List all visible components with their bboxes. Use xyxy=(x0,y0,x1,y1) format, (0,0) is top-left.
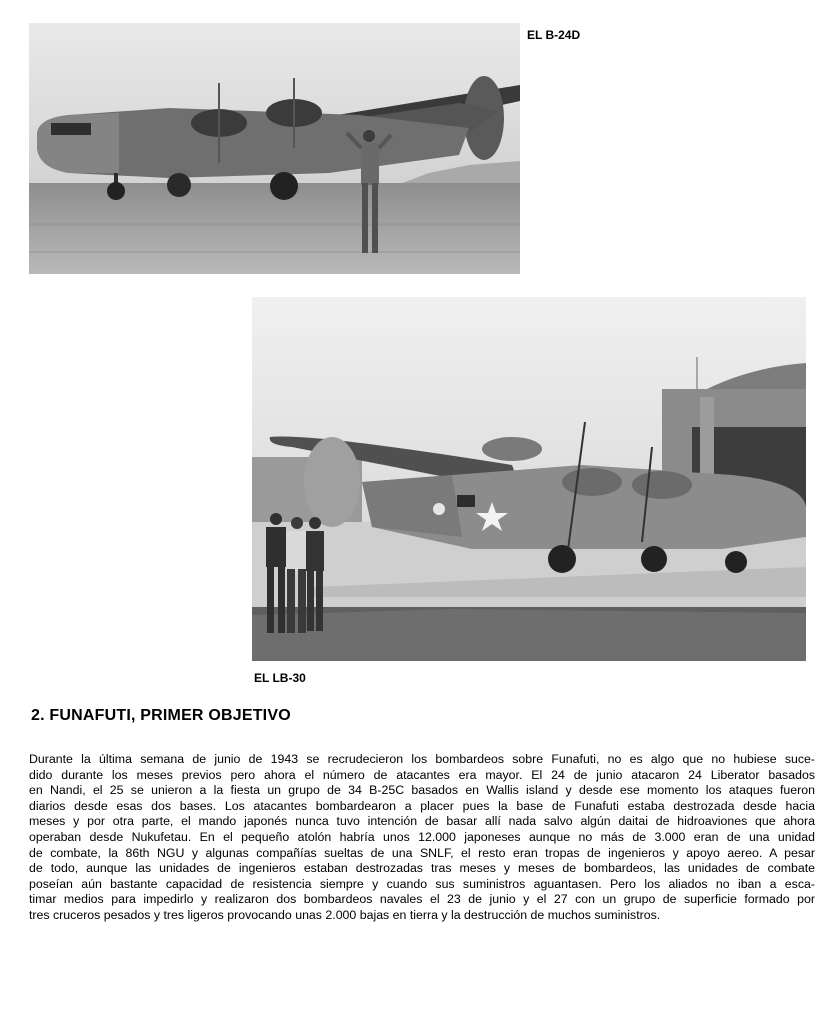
lb30-aircraft-illustration xyxy=(252,297,806,661)
body-line: poseían aún bastante capacidad de resistencia siempre y cuando sus suministros aguantasen. Pero los aliados no iban a esca- xyxy=(29,876,815,891)
photo-b24d xyxy=(29,23,520,274)
section-title: 2. FUNAFUTI, PRIMER OBJETIVO xyxy=(31,707,291,724)
body-line: meses y por otra parte, el mando japonés nunca tuvo intención de basar allí nada salvo algún daitai de hidroaviones que ahora xyxy=(29,814,815,829)
body-line: en Nandi, el 25 se unieron a la fiesta un grupo de 34 B-25C basados en Wallis island y desde ese momento los ataques fueron xyxy=(29,783,815,798)
photo-lb30 xyxy=(252,297,806,661)
body-line: tres cruceros pesados y tres ligeros provocando unas 2.000 bajas en tierra y la destrucción de muchos suministros. xyxy=(29,907,661,922)
photo-caption-b24d: EL B-24D xyxy=(527,28,581,42)
section-body xyxy=(29,752,815,924)
body-line: Durante la última semana de junio de 1943 se recrudecieron los bombardeos sobre Funafuti, no es algo que no hubiese suce- xyxy=(29,752,815,766)
body-line: dido durante los meses previos pero ahora el número de atacantes era mayor. El 24 de junio atacaron 24 Liberator basados xyxy=(29,767,815,782)
body-line: de todo, aunque las unidades de ingenieros estaban destrozadas tras meses y meses de bombardeos, las unidades de combate xyxy=(29,861,815,876)
photo-caption-lb30: EL LB-30 xyxy=(254,671,306,685)
b24d-aircraft-illustration xyxy=(29,23,520,274)
body-line: diarios desde esas dos bases. Los atacantes bombardearon a placer pues la base de Funafuti estaba destrozada desde hacia xyxy=(29,798,815,813)
body-line: timar medios para impedirlo y realizaron dos bombardeos navales el 23 de junio y el 27 con un grupo de superficie formado por xyxy=(29,892,815,907)
body-line: operaban desde Nukufetau. En el pequeño atolón habría unos 12.000 japoneses aunque no más de 3.000 eran de una unidad xyxy=(29,829,815,844)
body-line: de combate, la 86th NGU y algunas compañías sueltas de una SNLF, el resto eran tropas de ingenieros y apoyo aereo. A pesar xyxy=(29,845,815,860)
